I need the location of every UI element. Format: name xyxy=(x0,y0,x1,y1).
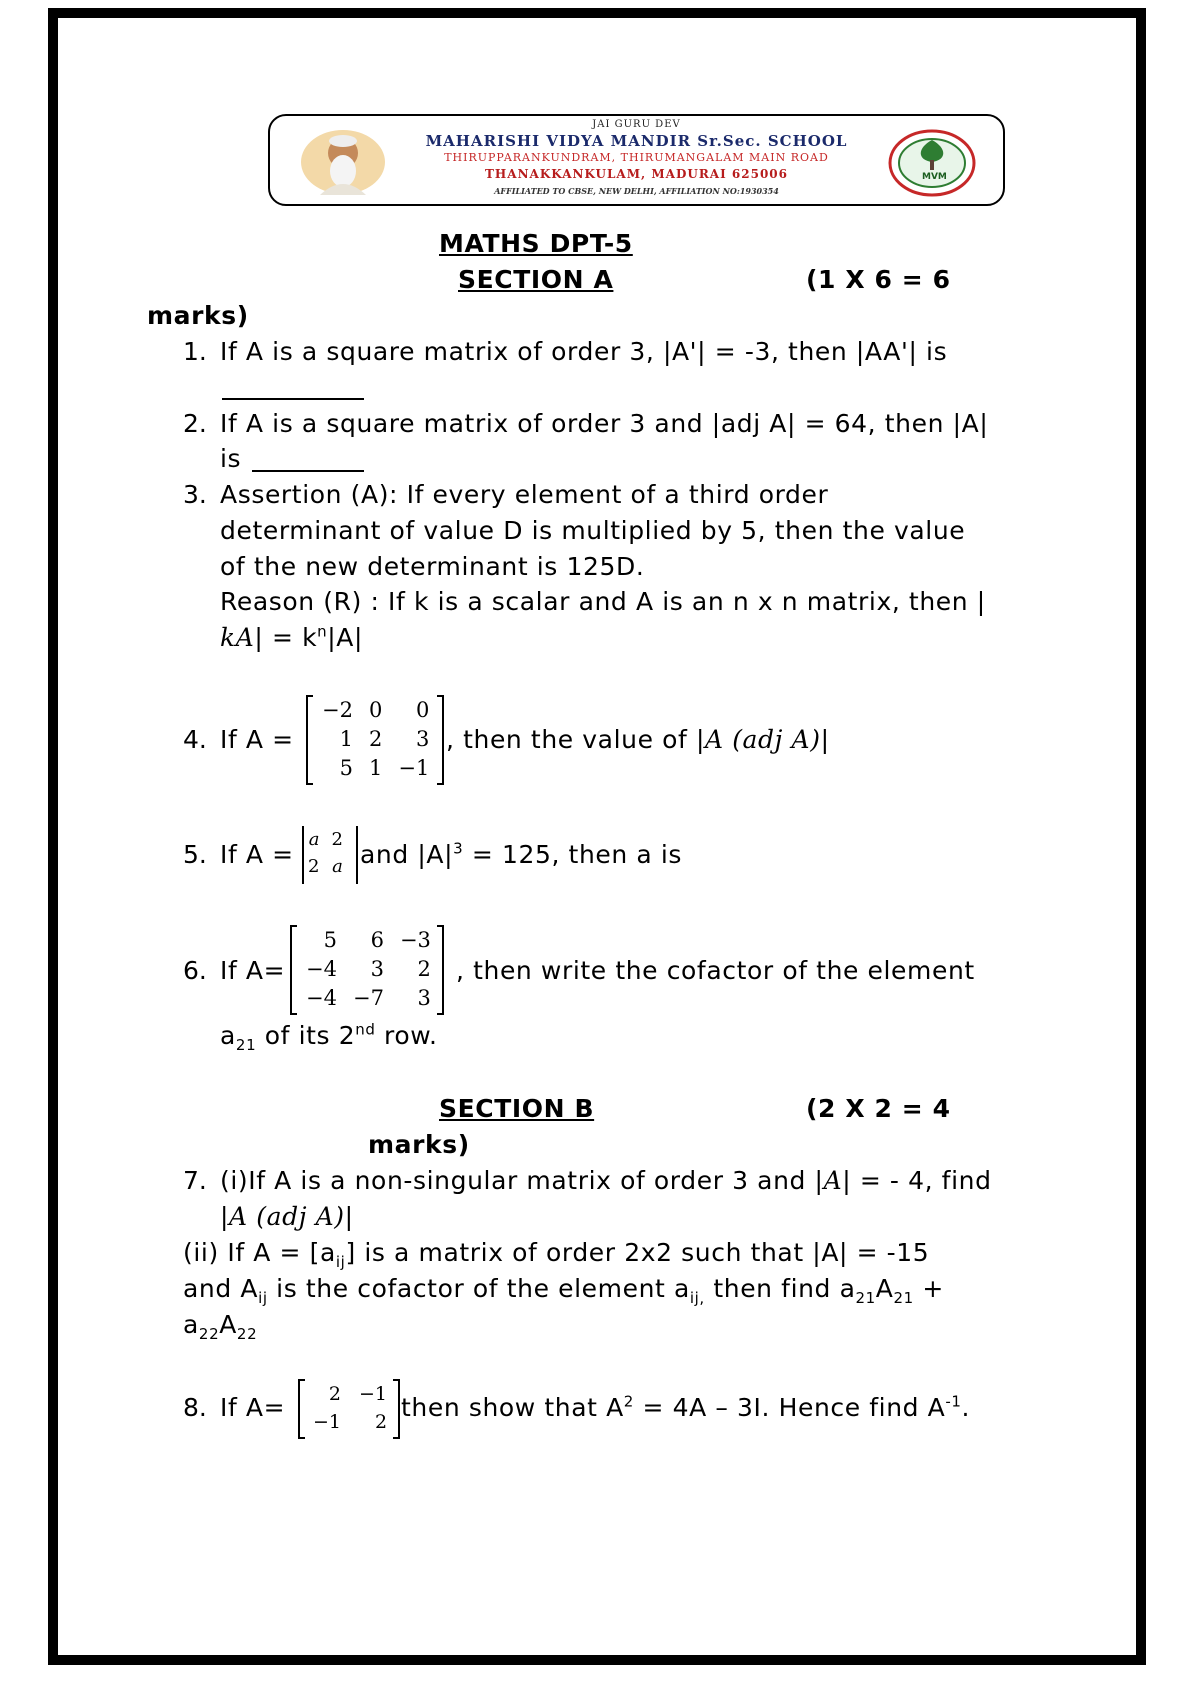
q5-cell: 2 xyxy=(331,829,343,850)
q4-cell: 0 xyxy=(368,698,383,722)
q1-text: If A is a square matrix of order 3, |A'| = -3, then |AA'| is xyxy=(220,337,948,366)
q7-part-ii-cont: and $A_{ij}$ is the cofactor of the element $a_{ij,}$ then find $a_{21}A_{21}$ + xyxy=(183,1274,944,1307)
q4-prefix: If A = xyxy=(220,725,294,754)
page-title: MATHS DPT-5 xyxy=(439,229,633,258)
q8-suffix: then show that $A^2 = 4A - 3I$. Hence find $A^{-1}$. xyxy=(401,1392,971,1422)
school-name: MAHARISHI VIDYA MANDIR Sr.Sec. SCHOOL xyxy=(425,132,848,150)
q5-cell: 2 xyxy=(308,856,320,877)
q7-number: 7. xyxy=(183,1166,207,1195)
q5-determinant xyxy=(302,826,358,884)
q4-cell: 1 xyxy=(368,756,383,780)
q4-cell: −1 xyxy=(398,756,430,780)
q6-cell: 5 xyxy=(323,928,337,952)
q7-part-ii-end: $a_{22}A_{22}$ xyxy=(183,1310,258,1343)
q6-cell: −4 xyxy=(306,957,337,981)
q5-cell: a xyxy=(332,856,343,877)
q4-cell: 3 xyxy=(415,727,430,751)
q6-cell: −3 xyxy=(399,928,431,952)
q6-matrix xyxy=(290,925,444,1015)
q2-number: 2. xyxy=(183,409,207,438)
logo-text: MVM xyxy=(922,172,947,182)
q1-answer-blank xyxy=(222,398,364,400)
school-header-banner xyxy=(268,114,1005,206)
q2-answer-blank xyxy=(252,470,364,472)
section-b-marks: (2 X 2 = 4 xyxy=(806,1094,951,1123)
q7-part-ii: (ii) If $A = [a_{ij}]$ is a matrix of order 2x2 such that |A| = -15 xyxy=(183,1238,930,1271)
q5-number: 5. xyxy=(183,840,207,869)
school-logo-icon xyxy=(887,128,977,198)
q4-matrix xyxy=(306,695,444,785)
q8-prefix: If A= xyxy=(220,1393,286,1422)
q4-number: 4. xyxy=(183,725,207,754)
q2-text-cont: is xyxy=(220,444,242,473)
section-b-marks-cont: marks) xyxy=(368,1130,470,1159)
q3-reason: Reason (R) : If k is a scalar and A is an n x n matrix, then | xyxy=(220,587,986,616)
q8-number: 8. xyxy=(183,1393,207,1422)
q6-matrix-left-bracket xyxy=(290,925,297,1015)
q7-part-i: (i)If A is a non-singular matrix of order 3 and |A| = - 4, find xyxy=(220,1166,992,1195)
q4-matrix-right-bracket xyxy=(437,695,444,785)
q8-cell: 2 xyxy=(374,1411,388,1433)
q7-part-i-cont: |A (adj A)| xyxy=(220,1202,354,1231)
q1-number: 1. xyxy=(183,337,207,366)
address-line2: THANAKKANKULAM, MADURAI 625006 xyxy=(485,167,788,181)
q8-cell: −1 xyxy=(359,1383,388,1405)
q5-suffix: and $|A|^3 = 125$, then a is xyxy=(360,839,683,869)
q3-line2: determinant of value D is multiplied by 5, then the value xyxy=(220,516,966,545)
q6-cell: 6 xyxy=(370,928,384,952)
q6-cell: 2 xyxy=(417,957,431,981)
q6-number: 6. xyxy=(183,956,207,985)
motto: JAI GURU DEV xyxy=(592,119,681,130)
address-line1: THIRUPPARANKUNDRAM, THIRUMANGALAM MAIN ROAD xyxy=(444,151,829,164)
q5-prefix: If A = xyxy=(220,840,294,869)
q4-matrix-left-bracket xyxy=(306,695,313,785)
section-b-heading: SECTION B xyxy=(439,1094,595,1123)
q6-cell: −7 xyxy=(352,986,384,1010)
q3-ka: kA xyxy=(220,623,255,652)
q6-suffix: , then write the cofactor of the element xyxy=(456,956,975,985)
q2-text: If A is a square matrix of order 3 and |adj A| = 64, then |A| xyxy=(220,409,989,438)
q4-cell: 2 xyxy=(368,727,383,751)
section-a-marks-cont: marks) xyxy=(147,301,249,330)
q4-cell: −2 xyxy=(322,698,353,722)
q8-cell: 2 xyxy=(328,1383,342,1405)
section-a-heading: SECTION A xyxy=(458,265,614,294)
q3-number: 3. xyxy=(183,480,207,509)
q8-matrix xyxy=(298,1379,400,1439)
q5-cell: a xyxy=(308,829,320,850)
q6-prefix: If A= xyxy=(220,956,286,985)
q6-cell: 3 xyxy=(417,986,431,1010)
q4-suffix: , then the value of |A (adj A)| xyxy=(446,725,830,754)
q6-cell: 3 xyxy=(370,957,384,981)
q4-cell: 1 xyxy=(339,727,353,751)
q3-line5: $kA| = k^n|A|$ xyxy=(220,622,364,652)
q4-cell: 0 xyxy=(415,698,430,722)
q4-cell: 5 xyxy=(339,756,353,780)
q6-line2: $a_{21}$ of its 2nd row. xyxy=(220,1020,438,1054)
section-a-marks: (1 X 6 = 6 xyxy=(806,265,951,294)
affiliation: AFFILIATED TO CBSE, NEW DELHI, AFFILIATION NO:1930354 xyxy=(494,186,779,196)
q8-cell: −1 xyxy=(313,1411,342,1433)
q3-assertion: Assertion (A): If every element of a third order xyxy=(220,480,829,509)
q6-cell: −4 xyxy=(306,986,337,1010)
q3-line3: of the new determinant is 125D. xyxy=(220,552,645,581)
